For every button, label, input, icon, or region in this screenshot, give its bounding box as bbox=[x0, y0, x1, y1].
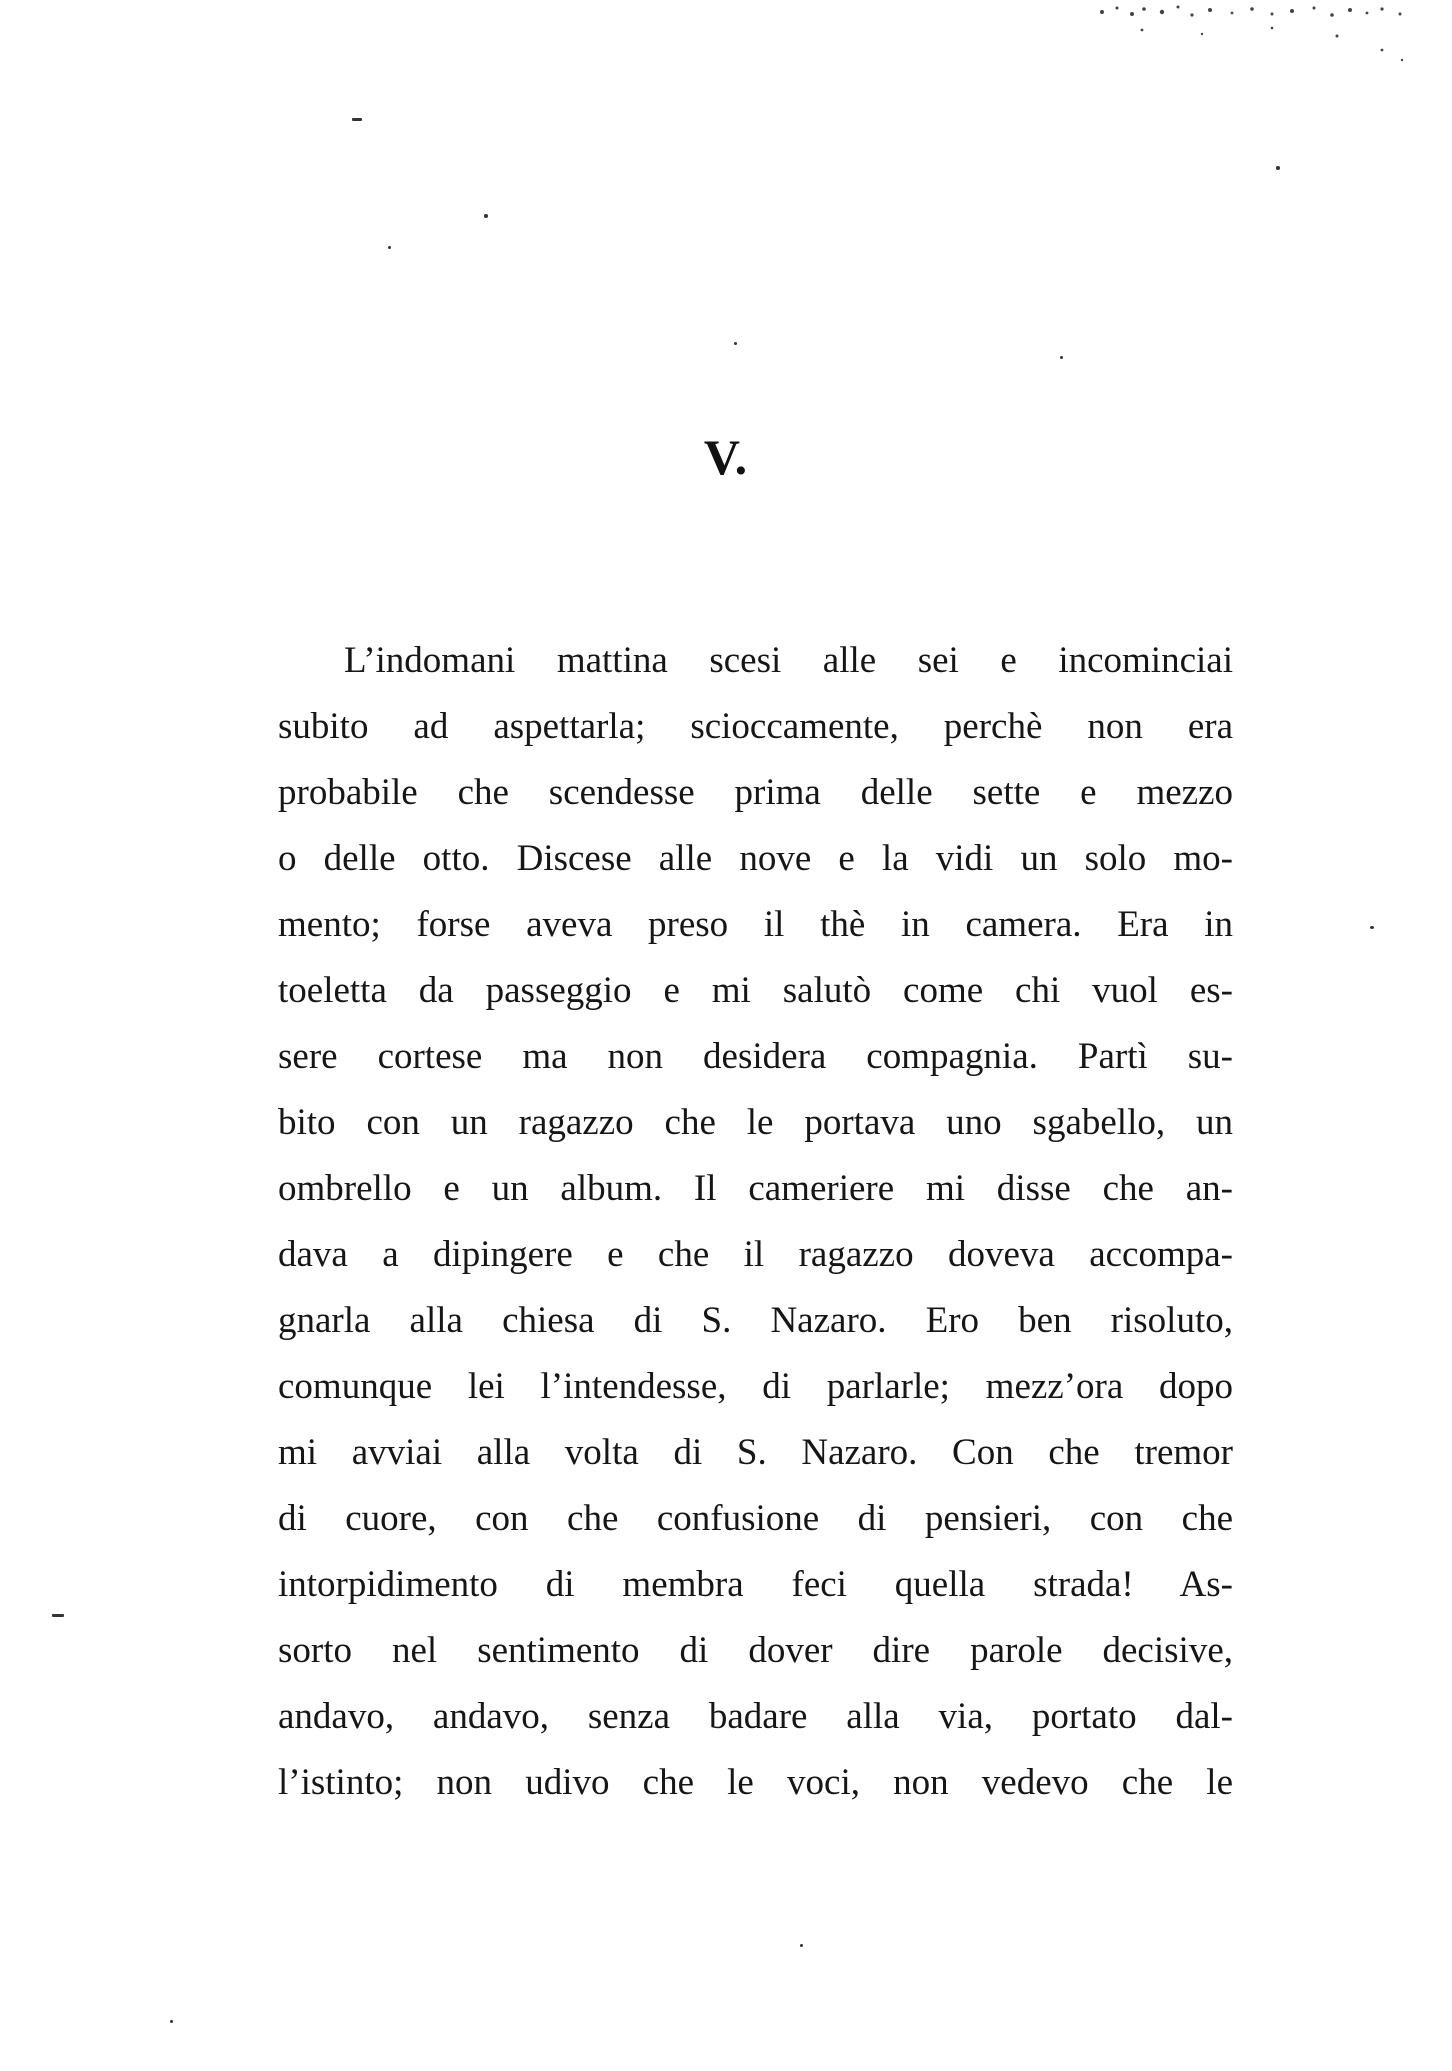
text-line: o delle otto. Discese alle nove e la vidi un solo mo- bbox=[278, 838, 1233, 879]
scan-speck bbox=[1370, 926, 1374, 929]
text-line: sere cortese ma non desidera compagnia. Partì su- bbox=[278, 1036, 1233, 1077]
text-line: L’indomani mattina scesi alle sei e incominciai bbox=[344, 640, 1233, 681]
text-line: gnarla alla chiesa di S. Nazaro. Ero ben risoluto, bbox=[278, 1300, 1233, 1341]
body-text bbox=[278, 628, 1233, 1816]
text-line: probabile che scendesse prima delle sette e mezzo bbox=[278, 772, 1233, 813]
scan-speck bbox=[1060, 356, 1063, 359]
text-line: l’istinto; non udivo che le voci, non vedevo che le bbox=[278, 1762, 1233, 1803]
text-line: sorto nel sentimento di dover dire parole decisive, bbox=[278, 1630, 1233, 1671]
text-line: dava a dipingere e che il ragazzo doveva accompa- bbox=[278, 1234, 1233, 1275]
scan-speck bbox=[1276, 166, 1280, 170]
text-line: comunque lei l’intendesse, di parlarle; mezz’ora dopo bbox=[278, 1366, 1233, 1407]
scan-noise bbox=[1082, 0, 1432, 70]
scan-speck bbox=[388, 246, 391, 249]
text-line: mi avviai alla volta di S. Nazaro. Con che tremor bbox=[278, 1432, 1233, 1473]
text-line: ombrello e un album. Il cameriere mi disse che an- bbox=[278, 1168, 1233, 1209]
chapter-numeral: V. bbox=[703, 429, 749, 485]
text-line: di cuore, con che confusione di pensieri, con che bbox=[278, 1498, 1233, 1539]
scan-speck bbox=[484, 214, 488, 218]
scan-speck bbox=[52, 1614, 64, 1617]
text-line: intorpidimento di membra feci quella strada! As- bbox=[278, 1564, 1233, 1605]
text-line: bito con un ragazzo che le portava uno sgabello, un bbox=[278, 1102, 1233, 1143]
scan-speck bbox=[734, 342, 737, 345]
scan-speck bbox=[800, 1944, 803, 1947]
text-line: mento; forse aveva preso il thè in camera. Era in bbox=[278, 904, 1233, 945]
scan-speck bbox=[352, 118, 362, 121]
text-line: subito ad aspettarla; scioccamente, perchè non era bbox=[278, 706, 1233, 747]
scan-speck bbox=[170, 2020, 173, 2023]
text-line: andavo, andavo, senza badare alla via, portato dal- bbox=[278, 1696, 1233, 1737]
text-line: toeletta da passeggio e mi salutò come chi vuol es- bbox=[278, 970, 1233, 1011]
